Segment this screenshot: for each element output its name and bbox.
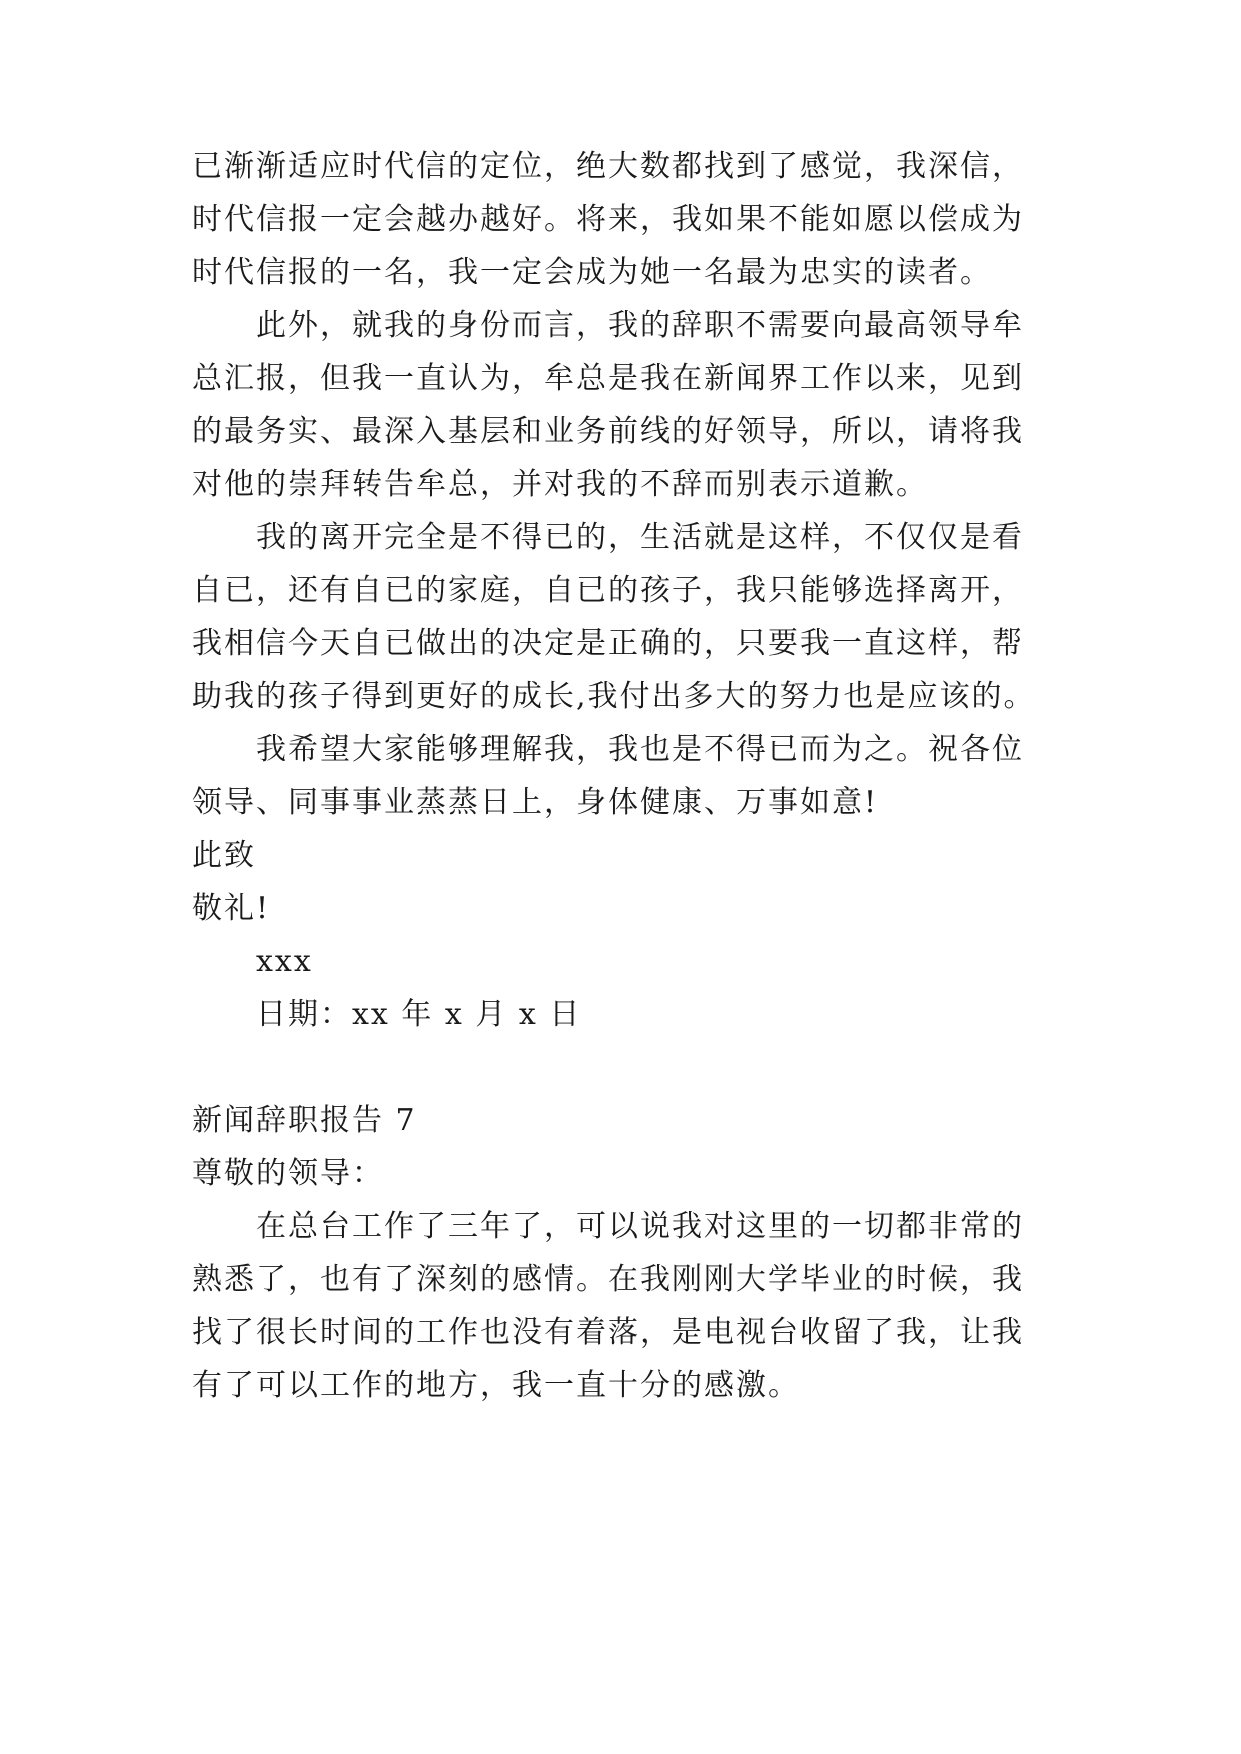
paragraph-line: 已渐渐适应时代信的定位，绝大数都找到了感觉，我深信，: [192, 149, 1024, 184]
closing-line: 此致: [192, 838, 256, 873]
paragraph-line: 总汇报，但我一直认为，牟总是我在新闻界工作以来，见到: [192, 361, 1024, 396]
paragraph-line: 我相信今天自已做出的决定是正确的，只要我一直这样，帮: [192, 626, 1024, 661]
paragraph-line: 找了很长时间的工作也没有着落，是电视台收留了我，让我: [192, 1315, 1024, 1350]
signature-date: 日期：xx 年 x 月 x 日: [256, 997, 582, 1032]
paragraph-line: 的最务实、最深入基层和业务前线的好领导，所以，请将我: [192, 414, 1024, 449]
paragraph-line: 自已，还有自已的家庭，自已的孩子，我只能够选择离开，: [192, 573, 1024, 608]
signature-name: xxx: [256, 944, 313, 979]
paragraph-line: 对他的崇拜转告牟总，并对我的不辞而别表示道歉。: [192, 467, 928, 502]
paragraph-line: 领导、同事事业蒸蒸日上，身体健康、万事如意!: [192, 785, 879, 820]
paragraph-line: 时代信报的一名，我一定会成为她一名最为忠实的读者。: [192, 255, 992, 290]
paragraph-line: 时代信报一定会越办越好。将来，我如果不能如愿以偿成为: [192, 202, 1024, 237]
paragraph-line: 助我的孩子得到更好的成长,我付出多大的努力也是应该的。: [192, 679, 1036, 714]
paragraph-line: 熟悉了，也有了深刻的感情。在我刚刚大学毕业的时候，我: [192, 1262, 1024, 1297]
paragraph-line: 有了可以工作的地方，我一直十分的感激。: [192, 1368, 800, 1403]
section-title: 新闻辞职报告 7: [192, 1103, 417, 1138]
paragraph-line: 此外，就我的身份而言，我的辞职不需要向最高领导牟: [256, 308, 1024, 343]
salutation-line: 敬礼!: [192, 891, 271, 926]
paragraph-line: 在总台工作了三年了，可以说我对这里的一切都非常的: [256, 1209, 1024, 1244]
paragraph-line: 我希望大家能够理解我，我也是不得已而为之。祝各位: [256, 732, 1024, 767]
paragraph-line: 我的离开完全是不得已的，生活就是这样，不仅仅是看: [256, 520, 1024, 555]
greeting-line: 尊敬的领导：: [192, 1156, 384, 1191]
